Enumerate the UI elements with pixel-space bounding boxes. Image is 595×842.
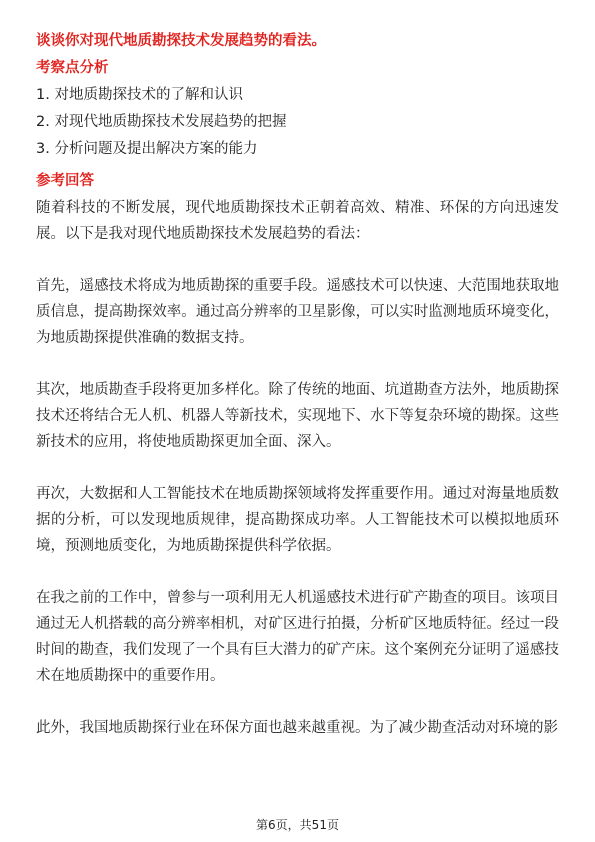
analysis-heading: 考察点分析 [36, 60, 109, 76]
answer-paragraph: 随着科技的不断发展，现代地质勘探技术正朝着高效、精准、环保的方向迅速发展。以下是我对现代地质勘探技术发展趋势的看法： [36, 200, 559, 242]
question-title: 谈谈你对现代地质勘探技术发展趋势的看法。 [36, 33, 326, 49]
analysis-point: 3. 分析问题及提出解决方案的能力 [36, 141, 258, 157]
answer-paragraph: 其次，地质勘查手段将更加多样化。除了传统的地面、坑道勘查方法外，地质勘探技术还将结合无人机、机器人等新技术，实现地下、水下等复杂环境的勘探。这些新技术的应用，将使地质勘探更加全面、深入。 [36, 382, 559, 450]
answer-heading: 参考回答 [36, 173, 94, 189]
answer-paragraph: 再次，大数据和人工智能技术在地质勘探领域将发挥重要作用。通过对海量地质数据的分析，可以发现地质规律，提高勘探成功率。人工智能技术可以模拟地质环境，预测地质变化，为地质勘探提供科学依据。 [36, 486, 559, 554]
analysis-points [36, 82, 559, 163]
page-content [36, 30, 559, 741]
analysis-point: 2. 对现代地质勘探技术发展趋势的把握 [36, 114, 287, 130]
answer-body [36, 195, 559, 741]
answer-paragraph: 首先，遥感技术将成为地质勘探的重要手段。遥感技术可以快速、大范围地获取地质信息，提高勘探效率。通过高分辨率的卫星影像，可以实时监测地质环境变化，为地质勘探提供准确的数据支持。 [36, 278, 559, 346]
page-number: 第6页，共51页 [256, 818, 339, 832]
analysis-point: 1. 对地质勘探技术的了解和认识 [36, 87, 243, 103]
answer-paragraph: 在我之前的工作中，曾参与一项利用无人机遥感技术进行矿产勘查的项目。该项目通过无人机搭载的高分辨率相机，对矿区进行拍摄，分析矿区地质特征。经过一段时间的勘查，我们发现了一个具有巨大潜力的矿产床。这个案例充分证明了遥感技术在地质勘探中的重要作用。 [36, 590, 559, 684]
answer-paragraph: 此外，我国地质勘探行业在环保方面也越来越重视。为了减少勘查活动对环境的影 [36, 720, 558, 736]
